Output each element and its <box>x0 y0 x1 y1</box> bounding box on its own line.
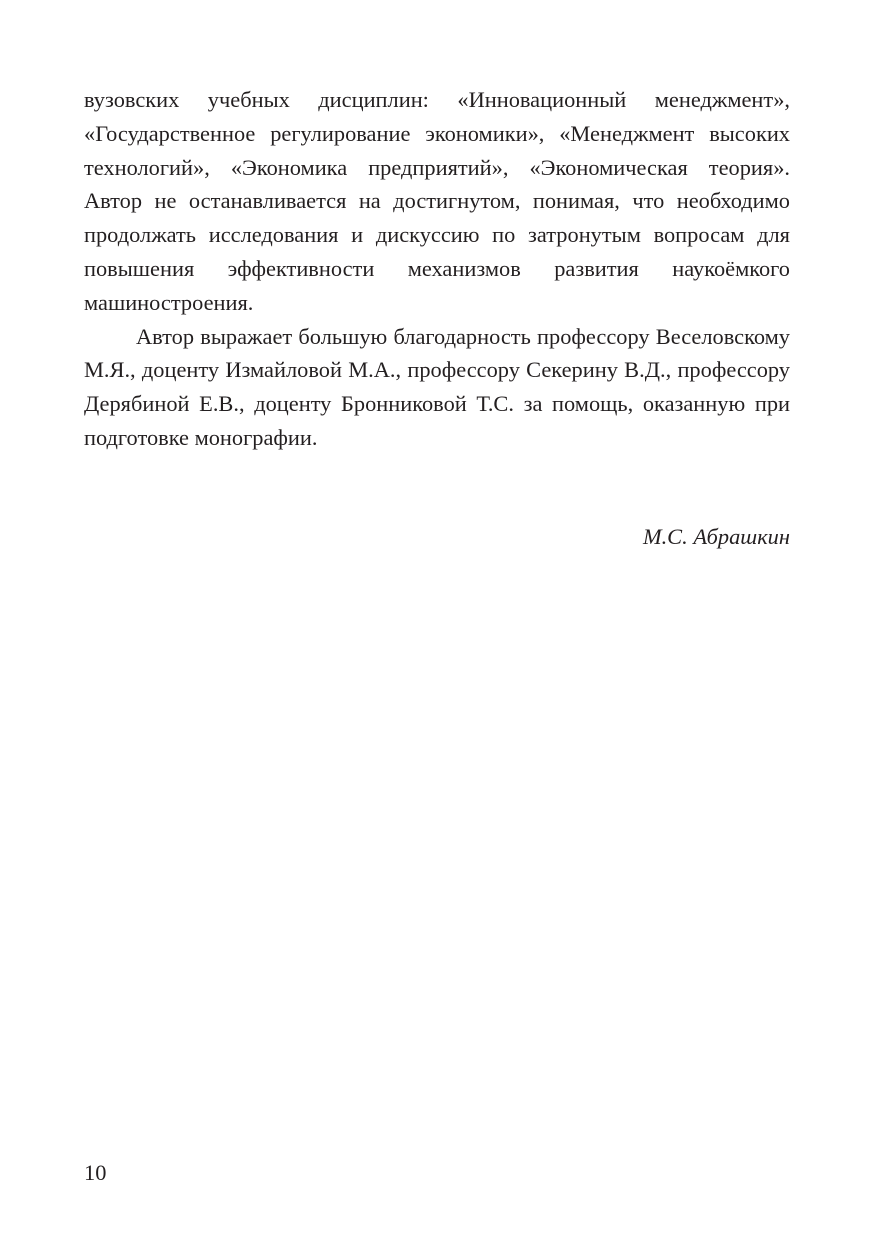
body-text <box>84 83 790 455</box>
page-number: 10 <box>84 1160 107 1185</box>
paragraph-acknowledgement: Автор выражает большую благодарность профессору Веселовскому М.Я., доценту Измайловой М.А., профессору Секерину В.Д., профессору Дерябиной Е.В., доценту Бронниковой Т.С. за помощь, оказанную при подготовке монографии. <box>84 323 790 450</box>
paragraph-continuation: вузовских учебных дисциплин: «Инновационный менеджмент», «Государственное регулирование экономики», «Менеджмент высоких технологий», «Экономика предприятий», «Экономическая теория». Автор не останавливается на достигнутом, понимая, что необходимо продолжать исследования и дискуссию по затронутым вопросам для повышения эффективности механизмов развития наукоёмкого машиностроения. <box>84 87 790 315</box>
author-signature: М.С. Абрашкин <box>642 524 790 549</box>
